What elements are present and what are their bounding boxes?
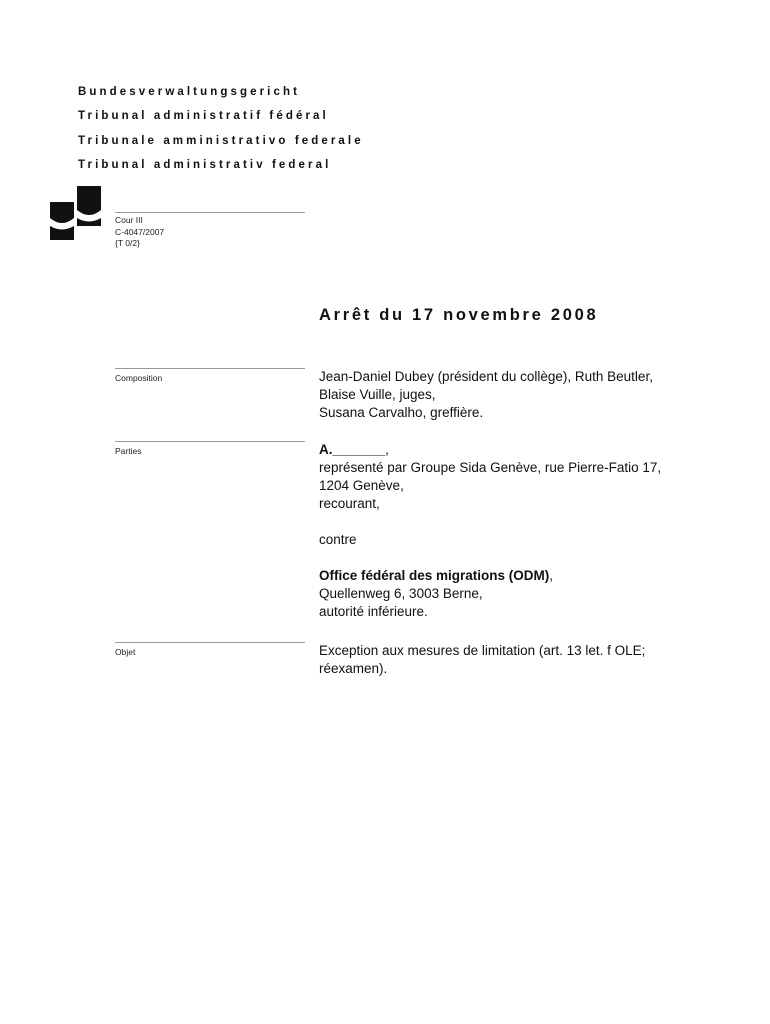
court-division: Cour III bbox=[115, 215, 143, 225]
case-code: {T 0/2} bbox=[115, 238, 140, 248]
parties-content bbox=[319, 441, 661, 621]
appellant-detail: 1204 Genève, bbox=[319, 478, 404, 493]
court-name-italian: Tribunale amministrativo federale bbox=[78, 134, 364, 147]
appellant-name: A._______ bbox=[319, 442, 386, 457]
parties-divider bbox=[115, 441, 305, 442]
respondent-detail: Quellenweg 6, 3003 Berne, bbox=[319, 586, 483, 601]
object-line: Exception aux mesures de limitation (art. 13 let. f OLE; bbox=[319, 643, 646, 658]
versus-text: contre bbox=[319, 532, 357, 547]
composition-label: Composition bbox=[115, 373, 163, 383]
composition-line: Jean-Daniel Dubey (président du collège), Ruth Beutler, bbox=[319, 369, 653, 384]
case-reference bbox=[115, 215, 164, 250]
object-content bbox=[319, 642, 645, 678]
respondent-detail: autorité inférieure. bbox=[319, 604, 428, 619]
appellant-detail: représenté par Groupe Sida Genève, rue Pierre-Fatio 17, bbox=[319, 460, 662, 475]
respondent-name: Office fédéral des migrations (ODM) bbox=[319, 568, 550, 583]
judgment-title: Arrêt du 17 novembre 2008 bbox=[319, 306, 599, 324]
court-name-german: Bundesverwaltungsgericht bbox=[78, 86, 301, 98]
composition-line: Susana Carvalho, greffière. bbox=[319, 405, 484, 420]
federal-court-logo-icon bbox=[50, 186, 102, 240]
respondent-line: Office fédéral des migrations (ODM), bbox=[319, 568, 554, 583]
appellant-detail: recourant, bbox=[319, 496, 380, 511]
case-number: C-4047/2007 bbox=[115, 226, 165, 237]
composition-divider bbox=[115, 368, 305, 369]
object-divider bbox=[115, 642, 305, 643]
object-line: réexamen). bbox=[319, 661, 388, 676]
reference-divider bbox=[115, 212, 305, 213]
court-names bbox=[78, 80, 364, 177]
appellant-line: A._______, bbox=[319, 442, 389, 457]
court-name-romansh: Tribunal administrativ federal bbox=[78, 158, 332, 171]
object-label: Objet bbox=[115, 647, 136, 657]
composition-line: Blaise Vuille, juges, bbox=[319, 387, 436, 402]
parties-label: Parties bbox=[115, 446, 142, 456]
composition-content bbox=[319, 368, 653, 422]
court-name-french: Tribunal administratif fédéral bbox=[78, 110, 329, 123]
